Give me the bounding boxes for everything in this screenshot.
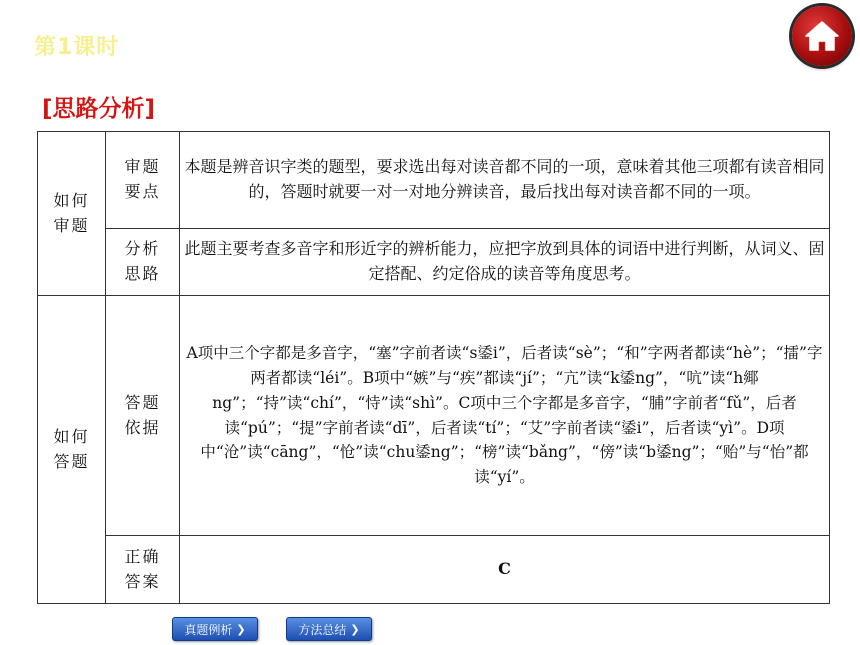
row-label: 分析 思路 xyxy=(124,239,161,283)
row-label: 答题 依据 xyxy=(124,392,161,437)
label-cell xyxy=(106,229,180,296)
row-label: 审题 要点 xyxy=(124,157,161,201)
label-cell xyxy=(106,132,180,229)
method-summary-button[interactable] xyxy=(286,617,372,641)
content-cell: 此题主要考查多音字和形近字的辨析能力，应把字放到具体的词语中进行判断，从词义、固定搭配、约定俗成的读音等角度思考。 xyxy=(180,229,830,296)
home-icon xyxy=(803,19,841,53)
table-row xyxy=(38,296,830,536)
category-cell xyxy=(38,132,106,296)
category-label: 如何 审题 xyxy=(53,190,90,235)
section-heading: [思路分析] xyxy=(42,96,156,122)
content-cell: A项中三个字都是多音字，“塞”字前者读“s鋈i”，后者读“sè”；“和”字两者都读“hè”；“擂”字两者都读“léi”。B项中“嫉”与“疾”都读“jí”；“亢”读“k鋈ng”，“吭”读“h鄊ng”；“持”读“chí”，“恃”读“shì”。C项中三个字都是多音字，“脯”字前者“fǔ”，后者读“pú”；“提”字前者读“dī”，后者读“tí”；“艾”字前者读“鋈i”，后者读“yì”。D项中“沧”读“cāng”，“怆”读“chu鋈ng”；“榜”读“bǎng”，“傍”读“b鋈ng”；“贻”与“怡”都读“yí”。 xyxy=(180,296,830,536)
table-row xyxy=(38,229,830,296)
table-row xyxy=(38,536,830,604)
row-label: 正确 答案 xyxy=(124,546,161,591)
chevron-right-icon: ❯ xyxy=(236,622,246,636)
label-cell xyxy=(106,296,180,536)
method-summary-label: 方法总结 xyxy=(298,622,347,637)
lesson-title: 第1课时 xyxy=(34,35,120,60)
label-cell xyxy=(106,536,180,604)
analysis-table xyxy=(37,131,830,604)
example-analysis-button[interactable] xyxy=(172,617,258,641)
example-analysis-label: 真题例析 xyxy=(184,622,233,637)
category-label: 如何 答题 xyxy=(53,426,90,471)
answer-cell: C xyxy=(180,536,830,604)
category-cell xyxy=(38,296,106,604)
table-row xyxy=(38,132,830,229)
chevron-right-icon: ❯ xyxy=(350,622,360,636)
content-cell: 本题是辨音识字类的题型，要求选出每对读音都不同的一项，意味着其他三项都有读音相同的，答题时就要一对一对地分辨读音，最后找出每对读音都不同的一项。 xyxy=(180,132,830,229)
home-button[interactable] xyxy=(792,6,852,66)
